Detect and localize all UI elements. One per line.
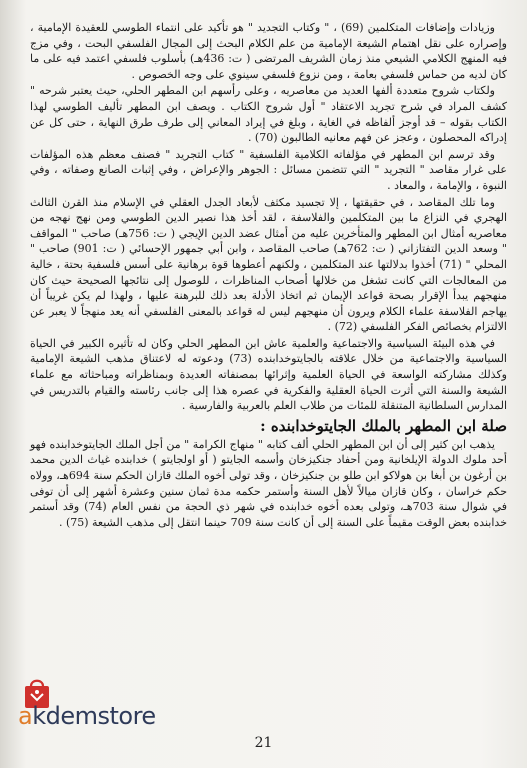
brand-letter-a: a [18, 702, 33, 730]
paragraph-5: في هذه البيئة السياسية والاجتماعية والعلمية عاش ابن المطهر الحلي وكان له تأثيره الكبير في الحياة السياسية والاجتماعية من خلال علاقته بالجايتوخدابنده (73) ودعوته له لاعتناق مذهب الشيعة الإمامية وكذلك مشاركته الواسعة في الحياة العلمية وإثرائها بمصنفاته العديدة وبمناظراته ومباحثاته مع علماء الشيعة والسنة التي أثرت الحياة العقلية والفكرية في عصره هذا إلى جانب رئاسته والقيام بالتدريس في المدارس السلطانية المتنقلة للمئات من طلاب العلم بالعربية والفارسية . [30, 336, 507, 413]
page-number: 21 [254, 735, 273, 751]
section-paragraph: يذهب ابن كثير إلى أن ابن المطهر الحلي ألف كتابه " منهاج الكرامة " من أجل الملك الجايتوخدابنده فهو أحد ملوك الدولة الإيلخانية ومن أحفاد جنكيزخان وأسمه الجايتو ( أو اولجايتو ) خدابنده غياث الدين محمد بن أرغون بن أبغا بن هولاكو ابن طلو بن جنكيزخان ، وقد تولى أخوه الملك قازان الحكم سنة 694هـ، وولاه حكم خراسان ، وكان قازان ميالاً لأهل السنة وأستمر حكمه مدة ثمان سنين وعشرة أشهر إلى أن توفى في شوال سنة 703هـ، وتولى بعده أخوه خدابنده في شهر ذي الحجة من نفس العام (74) وقد أستمر خدابنده بعض الوقت مقيماً على السنة إلى أن كانت سنة 709 حينما انتقل إلى مذهب الشيعة (75) . [30, 437, 507, 529]
brand-name: kdemstore [32, 702, 156, 730]
paragraph-1: وزيادات وإضافات المتكلمين (69) ، " وكتاب التجديد " هو تأكيد على انتماء الطوسي للعقيدة الإمامية ، وإصراره على نقل اهتمام الشيعة الإمامية من علم الكلام البحث إلى المجال الفلسفي البحت ، وفي مزج فيه المنهج الكلامي الشيعي منذ زمان الشريف المرتضى ( ت: 436هـ) بأسلوب فلسفي اعتمد فيه على ما كان لديه من حماس فلسفي بعامة ، ومن نزوع فلسفي سينوي على وجه الخصوص . [30, 21, 508, 81]
akdemstore-watermark [18, 676, 208, 736]
paragraph-4: وما تلك المقاصد ، في حقيقتها ، إلا تجسيد مكثف لأبعاد الجدل العقلي في الإسلام منذ القرن الثالث الهجري في النزاع ما بين المتكلمين والفلاسفة ، لقد أخذ هذا نصير الدين الطوسي ومن نهج نهجه من معاصريه أمثال ابن المطهر والمتأخرين عليه من أمثال عضد الدين الإيجي ( ت: 756هـ) صاحب " المواقف " وسعد الدين التفتازاني ( ت: 762هـ) صاحب المقاصد ، وابن أبي جمهور الإحسائي ( ت: 901) صاحب " المحلي " (71) أخذوا بدلالتها عند المتكلمين ، ولكنهم أعطوها قوة برهانية على أسس فلسفية بحتة ، خالية من المعالجات التي كانت تشغل من خلالها أصحاب المناظرات ، للوصول إلى نتائجها الصحيحة حيث كان منهجهم يبدأ الإقرار بصحة قواعد الإيمان ثم اتخاذ الأدلة بعد ذلك للبرهنة عليها ، ولهذا لم يكن غريباً أن يهاجم الفلاسفة علماء الكلام ويرون أن منهجهم ليس له قواعد بالمعنى الفلسفي أنه يعد منهجاً لا يعبر عن الالتزام بخصائص الفكر الفلسفي (72) . [30, 195, 507, 334]
page-body [30, 20, 507, 531]
brand-wordmark [18, 702, 156, 730]
section-heading: صلة ابن المطهر بالملك الجايتوخدابنده : [260, 416, 507, 435]
paragraph-2: ولكتاب شروح متعددة ألفها العديد من معاصريه ، وعلى رأسهم ابن المطهر الحلي، حيث يعتبر شرحه " كشف المراد في شرح تجريد الاعتقاد " أول شروح الكتاب . ويصف ابن المطهر تأليف الطوسي لهذا الكتاب بقوله – قد أوجز ألفاظه في الغاية ، وبلغ في إيراد المعاني إلى طرف طرق النهاية ، حتى كل عن إدراكه المحصلون ، وعجز عن فهم معانيه الطالبون (70) . [30, 84, 507, 145]
paragraph-3: وقد ترسم ابن المطهر في مؤلفاته الكلامية الفلسفية " كتاب التجريد " فصنف معظم هذه المؤلفات على غرار مقاصد " التجريد " التي تتضمن مسائل : الجوهر والإعراض ، وفي إثبات الصانع وصفاته ، وفي النبوة ، والإمامة ، والمعاد . [30, 147, 507, 192]
